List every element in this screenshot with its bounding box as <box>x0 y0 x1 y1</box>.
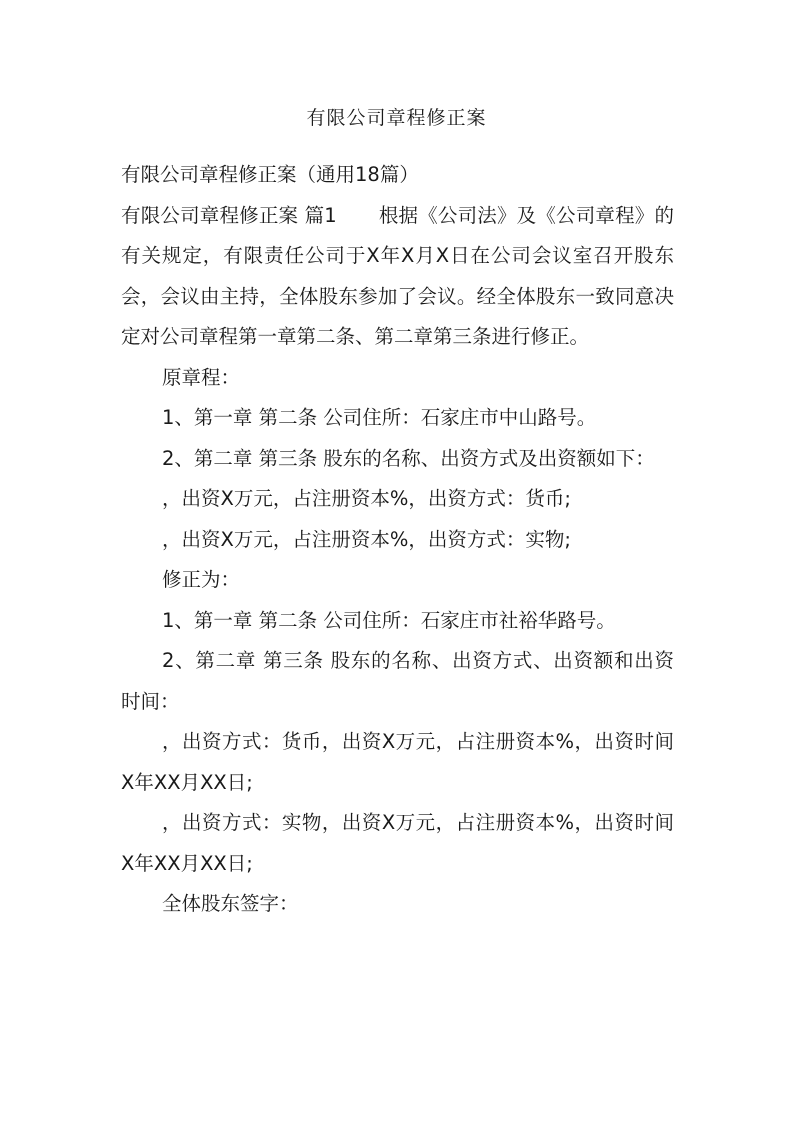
original-item: 1、第一章 第二条 公司住所：石家庄市中山路号。 <box>162 406 597 429</box>
original-label: 原章程： <box>162 365 241 389</box>
section-heading: 有限公司章程修正案 篇1 <box>121 203 337 227</box>
document-subtitle: 有限公司章程修正案（通用18篇） <box>121 163 419 186</box>
amended-item: 2、第二章 第三条 股东的名称、出资方式、出资额和出资时间： <box>121 649 674 713</box>
original-item: ，出资X万元，占注册资本%，出资方式：实物; <box>162 527 571 551</box>
signature-label: 全体股东签字： <box>162 892 299 915</box>
document-body <box>121 155 674 925</box>
amended-item: ，出资方式：货币，出资X万元，占注册资本%，出资时间X年XX月XX日; <box>121 730 674 794</box>
intro-text: 根据《公司法》及《公司章程》的有关规定，有限责任公司于X年X月X日在公司会议室召开股东会，会议由主持，全体股东参加了会议。经全体股东一致同意决定对公司章程第一章第二条、第二章第三条进行修正。 <box>121 203 674 348</box>
original-item: ，出资X万元，占注册资本%，出资方式：货币; <box>162 487 571 510</box>
original-item: 2、第二章 第三条 股东的名称、出资方式及出资额如下： <box>162 446 655 470</box>
amended-item: ，出资方式：实物，出资X万元，占注册资本%，出资时间X年XX月XX日; <box>121 811 674 875</box>
intro-paragraph <box>121 196 674 358</box>
document-title: 有限公司章程修正案 <box>306 107 487 129</box>
amended-item: 1、第一章 第二条 公司住所：石家庄市社裕华路号。 <box>162 608 616 632</box>
amended-label: 修正为： <box>162 568 241 591</box>
